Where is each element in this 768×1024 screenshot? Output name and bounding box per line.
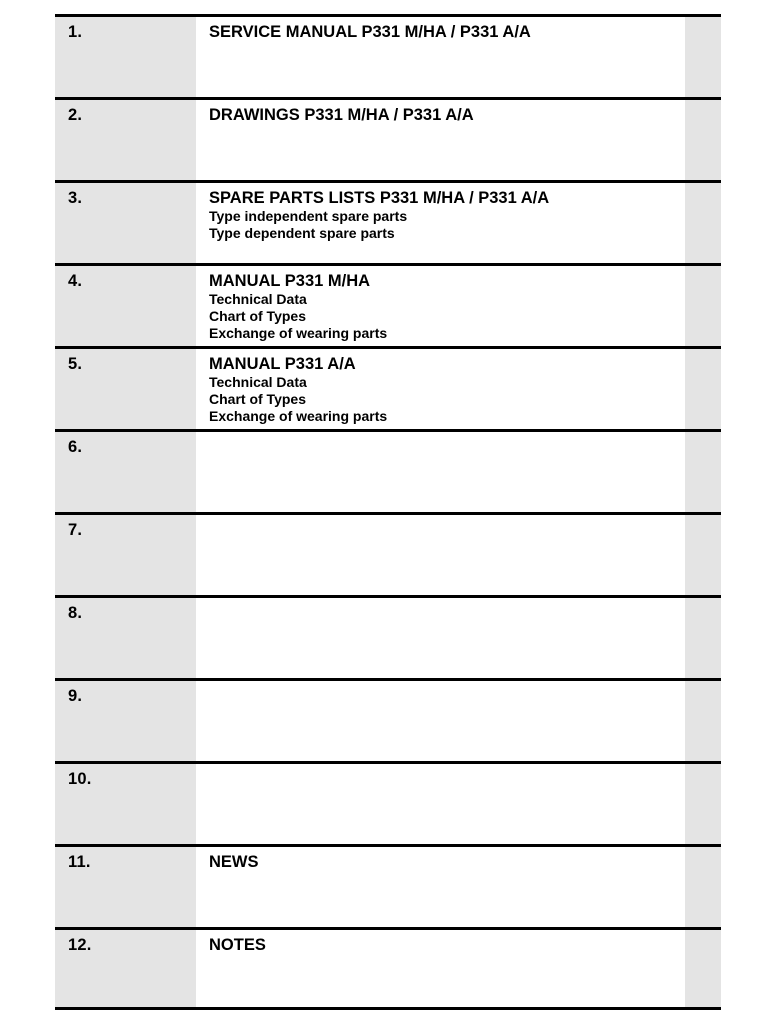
section-content <box>209 355 679 425</box>
section-subitem: Technical Data <box>209 291 307 307</box>
tab-strip <box>685 349 721 429</box>
section-number: 5. <box>68 355 83 373</box>
section-content <box>209 106 679 125</box>
section-subitem: Exchange of wearing parts <box>209 325 388 341</box>
section-row-6 <box>55 429 721 512</box>
section-subitem: Chart of Types <box>209 308 306 324</box>
section-number: 11. <box>68 853 91 871</box>
section-number: 12. <box>68 936 92 954</box>
section-number: 1. <box>68 23 83 41</box>
section-number: 9. <box>68 687 83 705</box>
section-number: 10. <box>68 770 92 788</box>
section-subitem: Type dependent spare parts <box>209 225 395 241</box>
section-content <box>209 272 679 342</box>
section-row-10 <box>55 761 721 844</box>
section-row-5 <box>55 346 721 429</box>
tab-strip <box>685 598 721 678</box>
tab-strip <box>685 432 721 512</box>
section-title: NEWS <box>209 853 259 871</box>
section-row-9 <box>55 678 721 761</box>
section-number: 6. <box>68 438 83 456</box>
section-title: MANUAL P331 A/A <box>209 355 356 373</box>
section-row-11 <box>55 844 721 927</box>
section-number: 3. <box>68 189 83 207</box>
section-row-12 <box>55 927 721 1010</box>
tab-strip <box>685 515 721 595</box>
tab-divider-sheet <box>55 14 721 1011</box>
section-subitem: Technical Data <box>209 374 307 390</box>
section-title: SPARE PARTS LISTS P331 M/HA / P331 A/A <box>209 189 550 207</box>
section-row-2 <box>55 97 721 180</box>
section-row-1 <box>55 14 721 97</box>
section-title: DRAWINGS P331 M/HA / P331 A/A <box>209 106 474 124</box>
section-content <box>209 936 679 955</box>
tab-strip <box>685 764 721 844</box>
section-content <box>209 189 679 242</box>
tab-strip <box>685 183 721 263</box>
tab-strip <box>685 100 721 180</box>
tab-strip <box>685 266 721 346</box>
section-content <box>209 23 679 42</box>
tab-strip <box>685 930 721 1007</box>
tab-strip <box>685 681 721 761</box>
section-row-8 <box>55 595 721 678</box>
section-number: 2. <box>68 106 83 124</box>
section-subitem: Exchange of wearing parts <box>209 408 388 424</box>
section-title: MANUAL P331 M/HA <box>209 272 371 290</box>
section-title: NOTES <box>209 936 266 954</box>
section-subitem: Type independent spare parts <box>209 208 408 224</box>
section-subitem: Chart of Types <box>209 391 306 407</box>
section-content <box>209 853 679 872</box>
section-title: SERVICE MANUAL P331 M/HA / P331 A/A <box>209 23 531 41</box>
section-number: 8. <box>68 604 83 622</box>
section-row-7 <box>55 512 721 595</box>
section-row-3 <box>55 180 721 263</box>
tab-strip <box>685 847 721 927</box>
section-number: 7. <box>68 521 83 539</box>
section-number: 4. <box>68 272 83 290</box>
tab-strip <box>685 17 721 97</box>
section-row-4 <box>55 263 721 346</box>
